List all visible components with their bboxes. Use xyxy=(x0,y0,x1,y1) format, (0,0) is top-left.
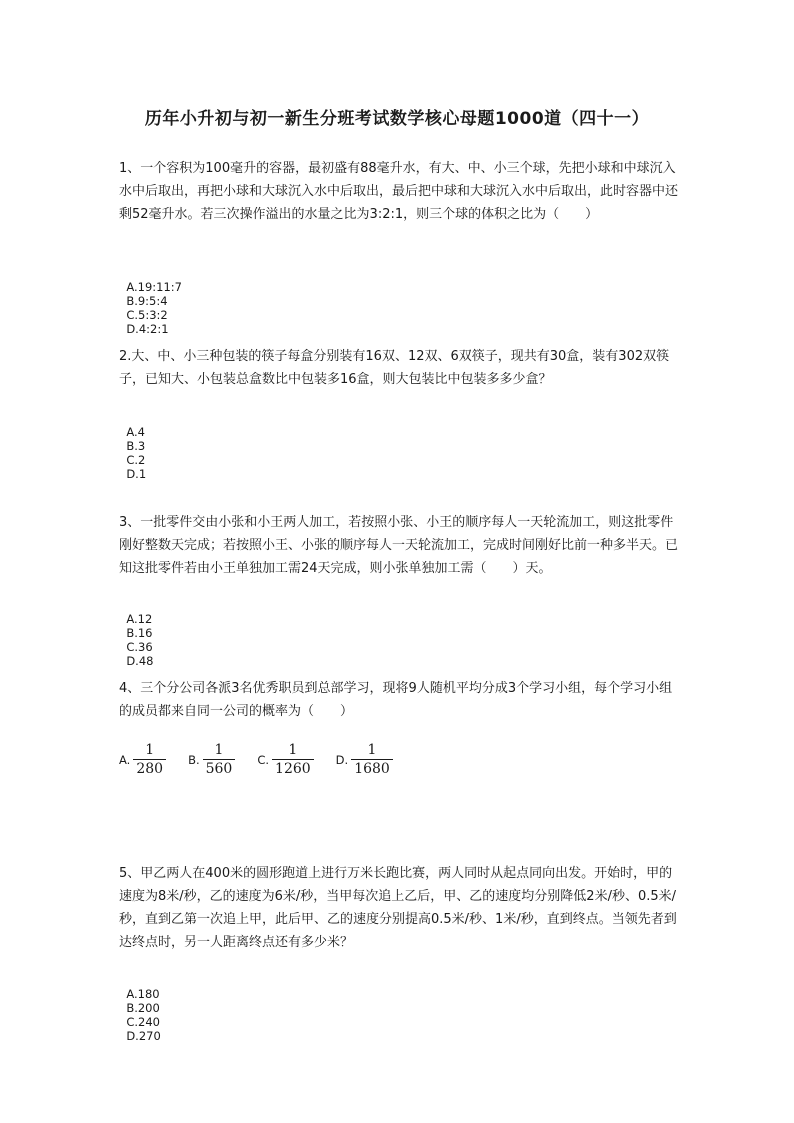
question-5-options xyxy=(119,973,183,1043)
option-a: A.19:11:7 xyxy=(126,280,182,294)
option-b: B. $\frac{1}{560}$ xyxy=(188,742,235,777)
option-a: A.180 xyxy=(126,987,160,1001)
option-c: C.2 xyxy=(126,453,146,467)
option-d: D. $\frac{1}{1680}$ xyxy=(336,742,393,777)
option-b: B.200 xyxy=(126,1001,160,1015)
fraction: $\frac{1}{280}$ xyxy=(133,742,166,777)
question-2-text: 2.大、中、小三种包装的筷子每盒分别装有16双、12双、6双筷子，现共有30盒，装有302双筷子，已知大、小包装总盒数比中包装多16盒，则大包装比中包装多多少盒？ xyxy=(119,349,670,387)
question-5-text: 5、甲乙两人在400米的圆形跑道上进行万米长跑比赛，两人同时从起点同向出发。开始时，甲的速度为8米/秒，乙的速度为6米/秒，当甲每次追上乙后，甲、乙的速度均分别降低2米/秒、0.5米/秒，直到乙第一次追上甲，此后甲、乙的速度分别提高0.5米/秒、1米/秒，直到终点。当领先者到达终点时，另一人距离终点还有多少米？ xyxy=(119,866,677,950)
question-4-text: 4、三个分公司各派3名优秀职员到总部学习，现将9人随机平均分成3个学习小组，每个学习小组的成员都来自同一公司的概率为（ ） xyxy=(119,681,673,719)
question-1-options xyxy=(119,266,204,336)
option-b: B.16 xyxy=(126,626,153,640)
option-d: D.1 xyxy=(126,467,147,481)
fraction: $\frac{1}{1260}$ xyxy=(272,742,314,777)
option-a: A. $\frac{1}{280}$ xyxy=(119,742,166,777)
option-b: B.9:5:4 xyxy=(126,294,168,308)
option-a: A.12 xyxy=(126,612,153,626)
option-b: B.3 xyxy=(126,439,146,453)
question-3-text: 3、一批零件交由小张和小王两人加工，若按照小张、小王的顺序每人一天轮流加工，则这批零件刚好整数天完成；若按照小王、小张的顺序每人一天轮流加工，完成时间刚好比前一种多半天。已知这批零件若由小王单独加工需24天完成，则小张单独加工需（ ）天。 xyxy=(119,515,679,576)
option-d: D.4:2:1 xyxy=(126,322,169,336)
question-3-options xyxy=(119,598,175,668)
option-a: A.4 xyxy=(126,425,145,439)
question-4-options xyxy=(119,742,415,777)
fraction: $\frac{1}{560}$ xyxy=(203,742,236,777)
option-c: C.36 xyxy=(126,640,153,654)
fraction: $\frac{1}{1680}$ xyxy=(351,742,393,777)
option-c: C. $\frac{1}{1260}$ xyxy=(257,742,313,777)
option-c: C.240 xyxy=(126,1015,160,1029)
option-d: D.48 xyxy=(126,654,154,668)
question-2-options xyxy=(119,411,168,481)
option-d: D.270 xyxy=(126,1029,161,1043)
page-title: 历年小升初与初一新生分班考试数学核心母题1000道（四十一） xyxy=(144,109,650,129)
option-c: C.5:3:2 xyxy=(126,308,168,322)
question-1-text: 1、一个容积为100毫升的容器，最初盛有88毫升水，有大、中、小三个球，先把小球和中球沉入水中后取出，再把小球和大球沉入水中后取出，最后把中球和大球沉入水中后取出，此时容器中还剩52毫升水。若三次操作溢出的水量之比为3:2:1，则三个球的体积之比为（ ） xyxy=(119,161,679,222)
